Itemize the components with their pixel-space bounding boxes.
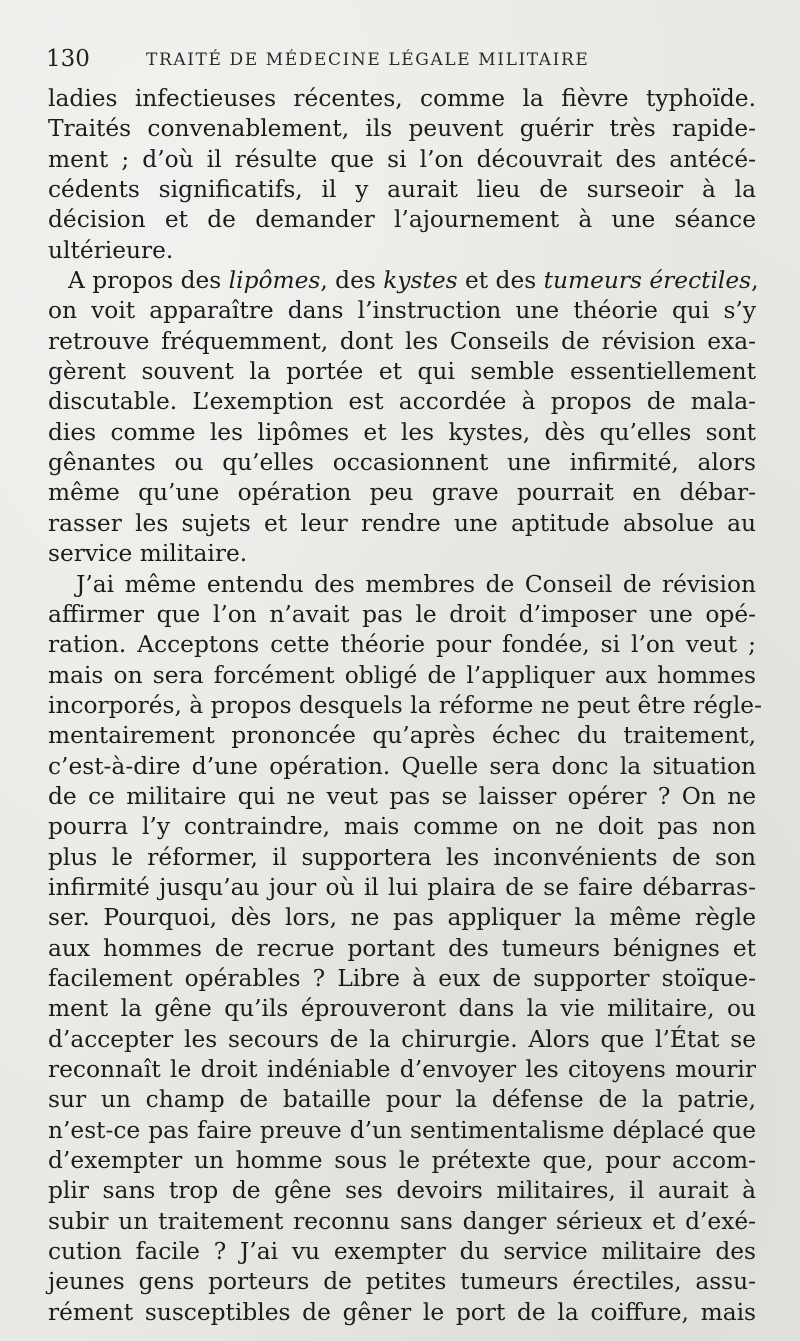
text-line: gèrent souvent la portée et qui semble essentiellement <box>48 358 756 386</box>
text-run: A propos des <box>68 267 229 295</box>
text-line: Traités convenablement, ils peuvent guérir très rapide- <box>48 115 756 143</box>
text-line: cution facile ? J’ai vu exempter du service militaire des <box>48 1238 756 1266</box>
text-line: dies comme les lipômes et les kystes, dès qu’elles sont <box>48 418 756 446</box>
text-line: ladies infectieuses récentes, comme la fièvre typhoïde. <box>48 85 756 112</box>
text-line: mentairement prononcée qu’après échec du traitement, <box>48 722 756 750</box>
italic-term-tumeurs-erectiles: tumeurs érectiles <box>543 267 752 295</box>
text-line: ment la gêne qu’ils éprouveront dans la vie militaire, ou <box>48 995 756 1023</box>
text-line: rément susceptibles de gêner le port de la coiffure, mais <box>48 1298 756 1326</box>
italic-term-lipomes: lipômes <box>228 267 321 295</box>
text-line: sur un champ de bataille pour la défense de la patrie, <box>48 1086 756 1114</box>
text-line: ment ; d’où il résulte que si l’on découvrait des antécé- <box>48 145 756 173</box>
text-line: de ce militaire qui ne veut pas se laisser opérer ? On ne <box>48 782 756 810</box>
text-run: , des <box>320 267 384 295</box>
text-line: gênantes ou qu’elles occasionnent une infirmité, alors <box>48 449 756 477</box>
text-run: , <box>751 267 759 295</box>
text-line: c’est-à-dire d’une opération. Quelle sera donc la situation <box>48 752 756 780</box>
text-line: affirmer que l’on n’avait pas le droit d’imposer une opé- <box>48 600 756 628</box>
text-line: discutable. L’exemption est accordée à propos de mala- <box>48 388 756 416</box>
text-line: ration. Acceptons cette théorie pour fondée, si l’on veut ; <box>48 631 756 659</box>
text-line: infirmité jusqu’au jour où il lui plaira de se faire débarras- <box>48 873 756 901</box>
text-line: rasser les sujets et leur rendre une aptitude absolue au <box>48 509 756 537</box>
text-line: d’accepter les secours de la chirurgie. Alors que l’État se <box>48 1025 756 1053</box>
text-line: d’exempter un homme sous le prétexte que, pour accom- <box>48 1147 756 1175</box>
text-line-with-italics <box>48 266 759 296</box>
text-line: décision et de demander l’ajournement à une séance <box>48 206 756 234</box>
text-run: et des <box>457 267 544 295</box>
text-line: reconnaît le droit indéniable d’envoyer les citoyens mourir <box>48 1056 756 1083</box>
text-line: mais on sera forcément obligé de l’appliquer aux hommes <box>48 661 756 689</box>
text-line: subir un traitement reconnu sans danger sérieux et d’exé- <box>48 1207 756 1235</box>
text-line: ultérieure. <box>48 236 174 264</box>
running-title: TRAITÉ DE MÉDECINE LÉGALE MILITAIRE <box>146 50 590 70</box>
text-line: jeunes gens porteurs de petites tumeurs érectiles, assu- <box>48 1268 756 1296</box>
text-line: on voit apparaître dans l’instruction une théorie qui s’y <box>48 297 756 325</box>
text-line: plus le réformer, il supportera les inconvénients de son <box>48 843 756 871</box>
text-line: même qu’une opération peu grave pourrait en débar- <box>48 479 756 507</box>
text-line: ser. Pourquoi, dès lors, ne pas appliquer la même règle <box>48 904 756 932</box>
text-line: facilement opérables ? Libre à eux de supporter stoïque- <box>48 964 756 992</box>
text-line: J’ai même entendu des membres de Conseil de révision <box>76 570 756 598</box>
italic-term-kystes: kystes <box>383 267 458 295</box>
text-line: service militaire. <box>48 540 248 568</box>
text-line: incorporés, à propos desquels la réforme ne peut être régle- <box>48 691 762 719</box>
body-text <box>48 84 762 1328</box>
text-line: pourra l’y contraindre, mais comme on ne doit pas non <box>48 813 756 841</box>
text-line: retrouve fréquemment, dont les Conseils de révision exa- <box>48 327 756 355</box>
text-line: cédents significatifs, il y aurait lieu de surseoir à la <box>48 176 756 204</box>
text-line: n’est-ce pas faire preuve d’un sentimentalisme déplacé que <box>48 1116 756 1144</box>
page-header <box>46 44 766 78</box>
text-line: plir sans trop de gêne ses devoirs militaires, il aurait à <box>48 1177 756 1205</box>
page-number: 130 <box>46 46 90 72</box>
text-line: aux hommes de recrue portant des tumeurs bénignes et <box>48 934 756 962</box>
